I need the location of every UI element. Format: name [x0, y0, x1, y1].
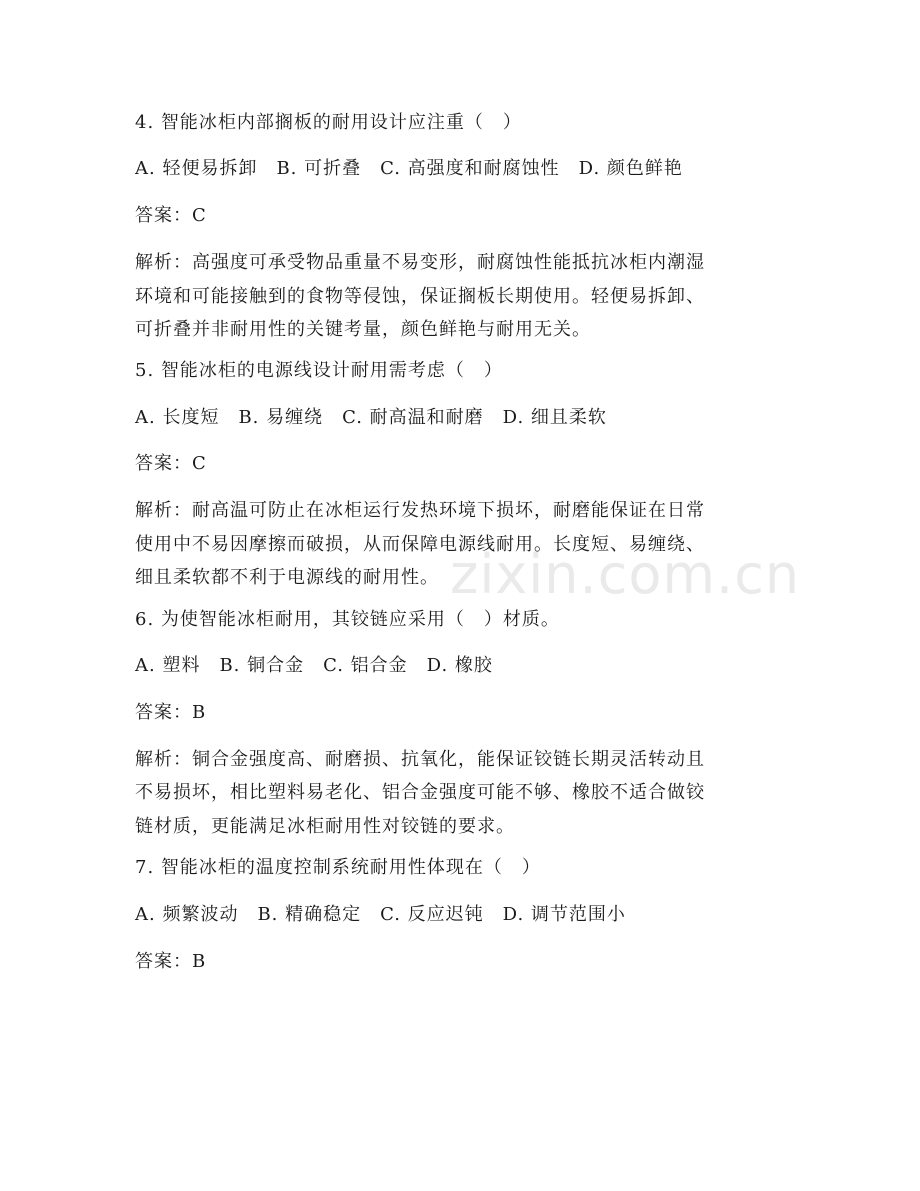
question-4-stem: 4. 智能冰柜内部搁板的耐用设计应注重（ ）: [135, 112, 522, 133]
question-4-analysis-line-3: 可折叠并非耐用性的关键考量，颜色鲜艳与耐用无关。: [135, 319, 591, 340]
question-5-answer: 答案：C: [135, 453, 207, 474]
question-5-analysis-line-3: 细且柔软都不利于电源线的耐用性。: [135, 567, 439, 588]
question-7-answer: 答案：B: [135, 951, 207, 972]
question-5-analysis-line-1: 解析：耐高温可防止在冰柜运行发热环境下损坏，耐磨能保证在日常: [135, 500, 705, 521]
question-4-answer: 答案：C: [135, 205, 207, 226]
question-4-options: A. 轻便易拆卸 B. 可折叠 C. 高强度和耐腐蚀性 D. 颜色鲜艳: [135, 158, 683, 179]
question-7-stem: 7. 智能冰柜的温度控制系统耐用性体现在（ ）: [135, 857, 541, 878]
question-4-analysis-line-2: 环境和可能接触到的食物等侵蚀，保证搁板长期使用。轻便易拆卸、: [135, 286, 705, 307]
question-6-answer: 答案：B: [135, 702, 207, 723]
watermark: zixin.com.cn: [450, 543, 801, 606]
question-6-options: A. 塑料 B. 铜合金 C. 铝合金 D. 橡胶: [135, 655, 493, 676]
question-7-options: A. 频繁波动 B. 精确稳定 C. 反应迟钝 D. 调节范围小: [135, 904, 626, 925]
question-6-analysis-line-3: 链材质，更能满足冰柜耐用性对铰链的要求。: [135, 816, 515, 837]
question-5-options: A. 长度短 B. 易缠绕 C. 耐高温和耐磨 D. 细且柔软: [135, 407, 607, 428]
question-4-analysis-line-1: 解析：高强度可承受物品重量不易变形，耐腐蚀性能抵抗冰柜内潮湿: [135, 252, 705, 273]
question-6-analysis-line-1: 解析：铜合金强度高、耐磨损、抗氧化，能保证铰链长期灵活转动且: [135, 749, 705, 770]
question-5-stem: 5. 智能冰柜的电源线设计耐用需考虑（ ）: [135, 360, 503, 381]
question-5-analysis-line-2: 使用中不易因摩擦而破损，从而保障电源线耐用。长度短、易缠绕、: [135, 534, 705, 555]
question-6-analysis-line-2: 不易损坏，相比塑料易老化、铝合金强度可能不够、橡胶不适合做铰: [135, 782, 705, 803]
question-6-stem: 6. 为使智能冰柜耐用，其铰链应采用（ ）材质。: [135, 609, 560, 630]
